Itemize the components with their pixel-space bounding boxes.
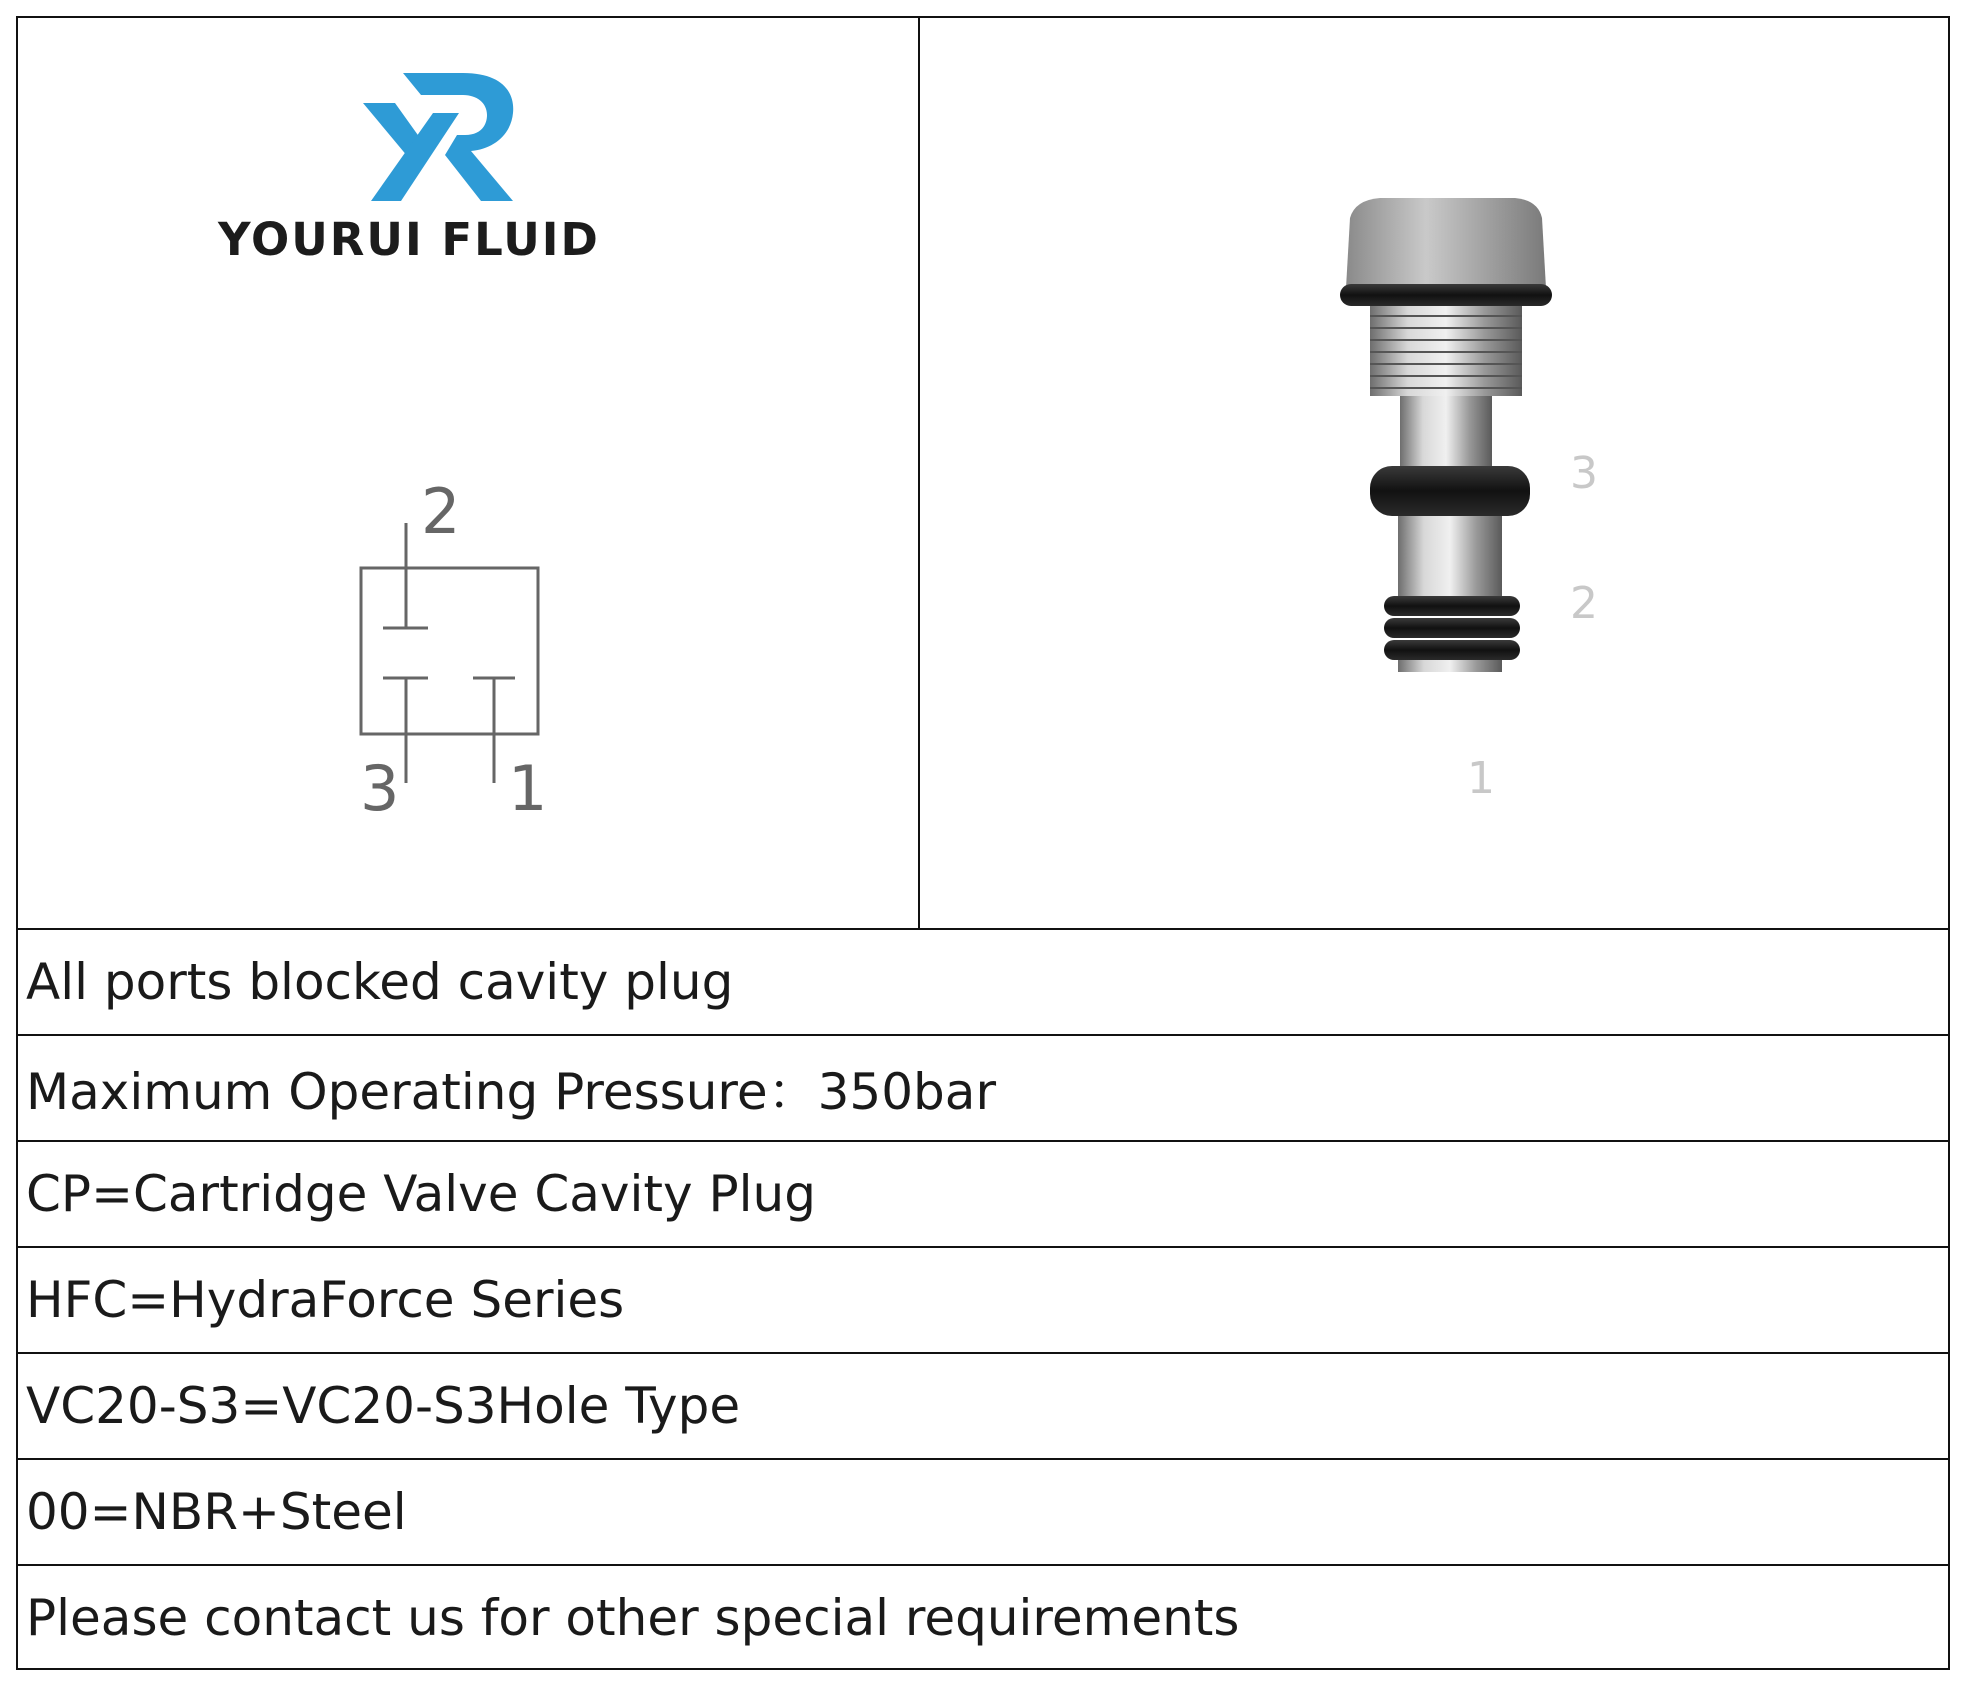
spec-row-material: 00=NBR+Steel [18, 1460, 1948, 1566]
spec-row-pressure: Maximum Operating Pressure：350bar [18, 1036, 1948, 1142]
image-row [18, 18, 1948, 930]
logo-symbol-cell [18, 18, 920, 928]
cavity-plug-image [1300, 188, 1620, 808]
spec-rows [18, 930, 1948, 1670]
yourui-logo-icon [363, 73, 523, 213]
product-port-1: 1 [1467, 753, 1495, 804]
product-photo-cell [920, 18, 1948, 928]
spec-row-contact: Please contact us for other special requirements [26, 1589, 1240, 1647]
symbol-port-3: 3 [360, 752, 400, 825]
spec-row-description: All ports blocked cavity plug [18, 930, 1948, 1036]
spec-row-hfc: HFC=HydraForce Series [18, 1248, 1948, 1354]
symbol-port-1: 1 [508, 752, 548, 825]
spec-row-cavity: VC20-S3=VC20-S3Hole Type [18, 1354, 1948, 1460]
valve-symbol [318, 458, 618, 838]
product-port-3: 3 [1570, 448, 1598, 499]
spec-table [16, 16, 1950, 1670]
spec-row-cp: CP=Cartridge Valve Cavity Plug [18, 1142, 1948, 1248]
symbol-port-2: 2 [421, 475, 461, 548]
brand-name: YOURUI FLUID [218, 213, 600, 266]
product-port-2: 2 [1570, 578, 1598, 629]
